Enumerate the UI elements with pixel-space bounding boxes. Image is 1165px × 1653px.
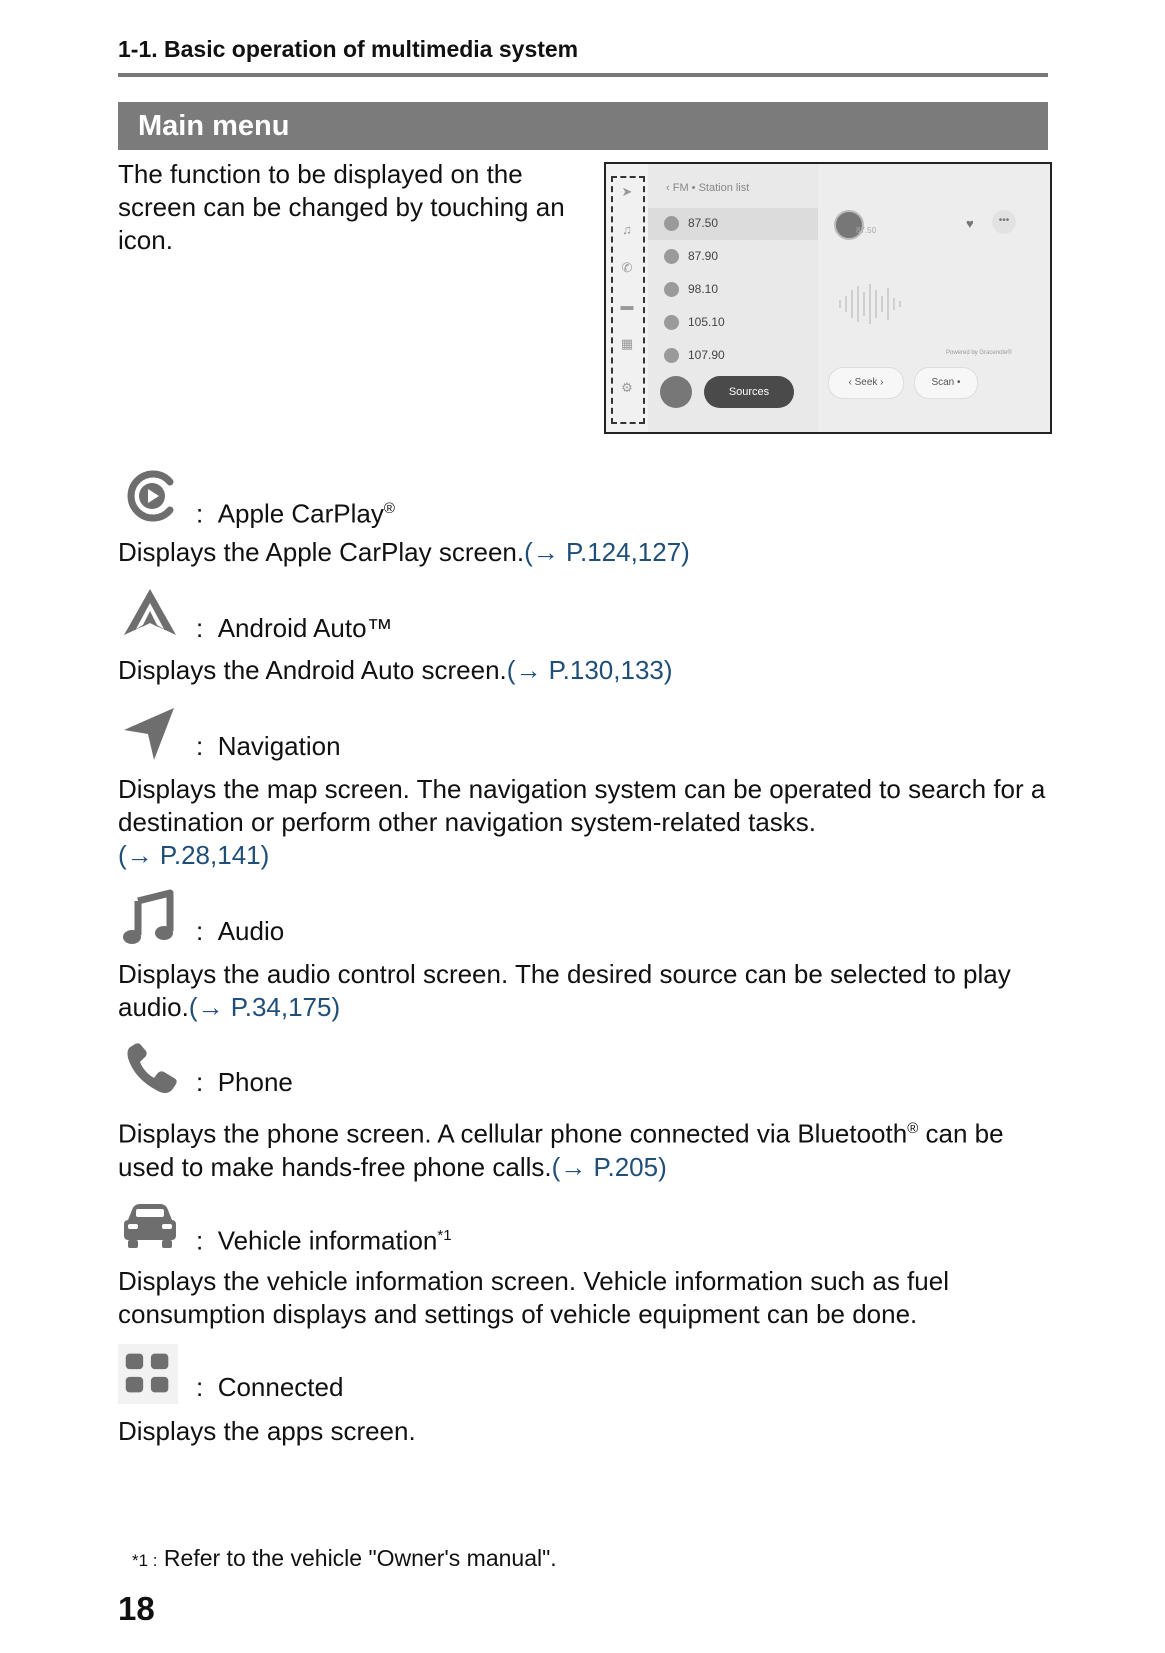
powered-by-label: Powered by Gracenote® bbox=[946, 350, 1012, 356]
item-title-phone bbox=[196, 1067, 293, 1097]
footnote-text: Refer to the vehicle "Owner's manual". bbox=[157, 1545, 557, 1571]
item-desc-connected bbox=[118, 1415, 1048, 1448]
page-ref-link[interactable]: (→ P.205) bbox=[551, 1151, 667, 1182]
title-colon: : bbox=[196, 731, 204, 761]
title-label: Apple CarPlay bbox=[217, 498, 384, 529]
station-row[interactable] bbox=[648, 340, 818, 372]
connected-apps-icon bbox=[118, 1344, 178, 1404]
title-colon: : bbox=[196, 1225, 204, 1256]
radio-icon bbox=[664, 249, 679, 264]
seek-button[interactable]: ‹ Seek › bbox=[828, 367, 904, 399]
icon-rail bbox=[606, 164, 648, 432]
title-colon: : bbox=[196, 498, 204, 529]
audio-icon bbox=[120, 889, 180, 949]
station-row[interactable] bbox=[648, 241, 818, 273]
heading-rule bbox=[118, 73, 1048, 77]
item-title-android-auto bbox=[196, 613, 393, 643]
desc-text: Displays the map screen. The navigation system can be operated to search for a destination or perform other navigation system-related tasks. bbox=[118, 774, 1046, 837]
item-desc-audio bbox=[118, 958, 1048, 1024]
station-breadcrumb[interactable]: ‹ FM • Station list bbox=[666, 182, 750, 194]
title-label: Connected bbox=[217, 1372, 344, 1402]
desc-text: Displays the apps screen. bbox=[118, 1416, 416, 1446]
footnote-mark: *1 : bbox=[132, 1551, 158, 1570]
title-label: Audio bbox=[217, 916, 285, 946]
page-number: 18 bbox=[118, 1590, 155, 1627]
title-colon: : bbox=[196, 1372, 204, 1402]
now-playing-frequency: 87.50 bbox=[856, 226, 877, 235]
sources-button[interactable]: Sources bbox=[704, 376, 794, 408]
favorite-icon[interactable]: ♥ bbox=[966, 216, 974, 231]
item-desc-android-auto bbox=[118, 654, 1048, 687]
station-label: 107.90 bbox=[688, 348, 725, 362]
desc-text: Displays the Android Auto screen. bbox=[118, 655, 507, 685]
page-ref-link[interactable]: (→ P.124,127) bbox=[524, 537, 690, 567]
desc-text: Displays the vehicle information screen. Vehicle information such as fuel consumption displays and settings of vehicle equipment can be done. bbox=[118, 1266, 949, 1329]
station-row[interactable] bbox=[648, 208, 818, 240]
rail-apps-icon[interactable]: ▦ bbox=[620, 336, 634, 351]
phone-icon bbox=[122, 1040, 182, 1100]
radio-icon bbox=[664, 216, 679, 231]
apple-carplay-icon bbox=[122, 466, 182, 526]
android-auto-icon bbox=[120, 585, 180, 645]
station-label: 98.10 bbox=[688, 282, 719, 296]
title-colon: : bbox=[196, 916, 204, 946]
desc-text: Displays the audio control screen. The desired source can be selected to play audio. bbox=[118, 959, 1011, 1022]
title-colon: : bbox=[196, 1067, 204, 1097]
desc-text: Displays the phone screen. A cellular phone connected via Bluetooth bbox=[118, 1118, 908, 1149]
desc-text: Displays the Apple CarPlay screen. bbox=[118, 537, 525, 567]
rail-audio-icon[interactable]: ♫ bbox=[622, 222, 632, 237]
desc-superscript: ® bbox=[907, 1120, 919, 1137]
page-ref-link[interactable]: (→ P.130,133) bbox=[506, 655, 673, 685]
title-label: Android Auto™ bbox=[217, 613, 393, 643]
rail-navigation-icon[interactable]: ➤ bbox=[621, 184, 633, 199]
now-playing-pane bbox=[818, 164, 1050, 432]
scan-button[interactable]: Scan • bbox=[914, 367, 978, 399]
now-playing-icon bbox=[834, 210, 864, 240]
intro-text: The function to be displayed on the screen can be changed by touching an icon. bbox=[118, 159, 565, 255]
item-title-audio bbox=[196, 916, 284, 946]
station-list-pane bbox=[648, 164, 818, 432]
item-desc-vehicle bbox=[118, 1265, 1048, 1331]
title-label: Navigation bbox=[217, 731, 341, 761]
item-title-vehicle bbox=[196, 1221, 452, 1256]
item-title-carplay bbox=[196, 494, 395, 529]
station-row[interactable] bbox=[648, 274, 818, 306]
radio-icon bbox=[664, 315, 679, 330]
rail-phone-icon[interactable]: ✆ bbox=[621, 260, 633, 275]
station-label: 87.50 bbox=[688, 216, 719, 230]
desc-text-continued: can be used to make hands-free phone calls. bbox=[118, 1118, 1004, 1182]
main-menu-title: Main menu bbox=[138, 110, 290, 142]
waveform-graphic bbox=[836, 284, 906, 324]
rail-settings-icon[interactable]: ⚙ bbox=[621, 380, 633, 395]
vehicle-icon bbox=[120, 1196, 180, 1256]
navigation-icon bbox=[120, 704, 180, 764]
title-colon: : bbox=[196, 613, 204, 643]
page-ref-link[interactable]: (→ P.34,175) bbox=[188, 992, 341, 1022]
title-superscript: *1 bbox=[437, 1227, 452, 1244]
radio-icon bbox=[664, 282, 679, 297]
item-title-connected bbox=[196, 1372, 343, 1402]
item-desc-navigation bbox=[118, 773, 1048, 872]
item-desc-phone bbox=[118, 1112, 1048, 1184]
microphone-button[interactable] bbox=[660, 376, 692, 408]
title-label: Vehicle information bbox=[217, 1225, 438, 1256]
title-superscript: ® bbox=[383, 500, 395, 517]
radio-icon bbox=[664, 348, 679, 363]
station-label: 87.90 bbox=[688, 249, 719, 263]
title-label: Phone bbox=[217, 1067, 293, 1097]
item-title-navigation bbox=[196, 731, 341, 761]
section-heading: 1-1. Basic operation of multimedia system bbox=[118, 36, 579, 62]
page-ref-link[interactable]: (→ P.28,141) bbox=[118, 840, 270, 870]
more-options-icon[interactable]: ••• bbox=[992, 210, 1016, 234]
rail-vehicle-icon[interactable]: ▬ bbox=[620, 298, 634, 313]
item-desc-carplay bbox=[118, 536, 1048, 569]
station-label: 105.10 bbox=[688, 315, 725, 329]
main-menu-bar bbox=[118, 102, 1048, 150]
station-row[interactable] bbox=[648, 307, 818, 339]
screen-figure bbox=[604, 162, 1052, 434]
footnote bbox=[132, 1545, 557, 1572]
